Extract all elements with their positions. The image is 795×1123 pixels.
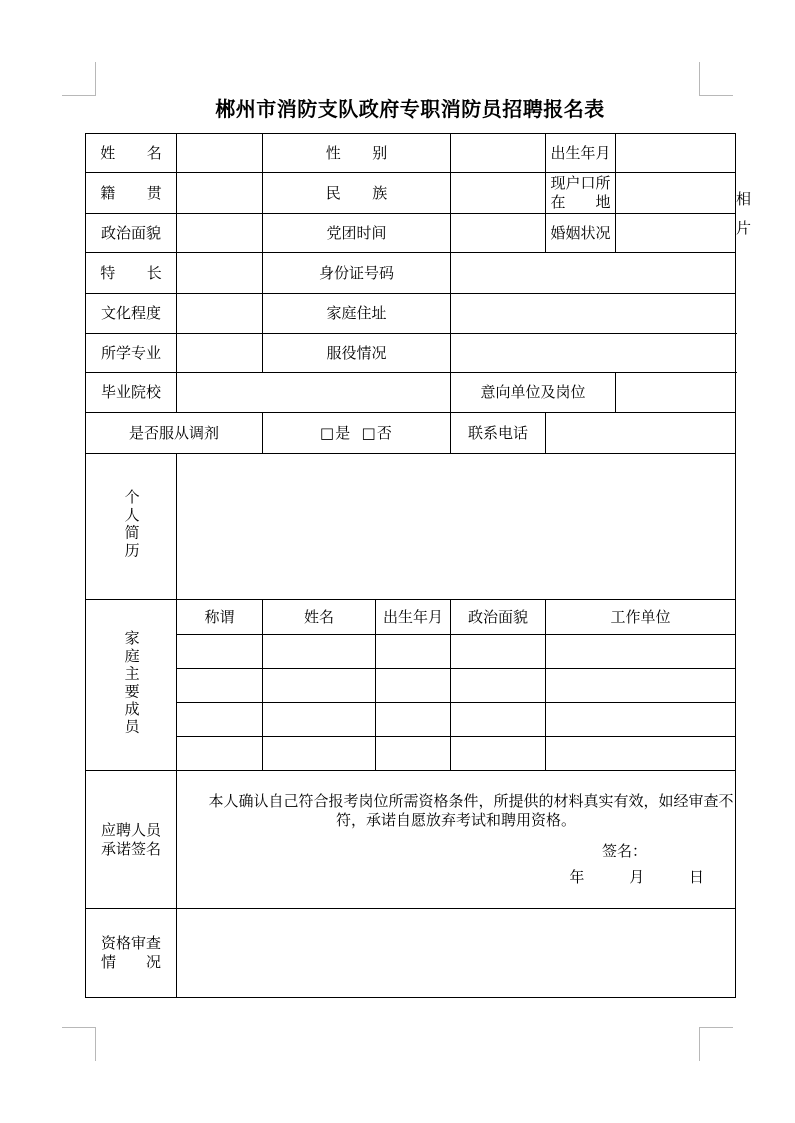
- label-contact-phone: 联系电话: [451, 413, 546, 454]
- label-speciality: 特 长: [86, 253, 177, 294]
- family-cell-workplace[interactable]: [546, 669, 736, 703]
- crop-mark-bottom-right: [693, 1021, 733, 1061]
- photo-label: [736, 185, 751, 242]
- date-month-label: 月: [629, 868, 648, 887]
- label-name: 姓 名: [86, 134, 177, 173]
- family-cell-political[interactable]: [451, 635, 546, 669]
- family-col-header-political: 政治面貌: [451, 600, 546, 635]
- field-military-service[interactable]: [451, 334, 736, 373]
- field-contact-phone[interactable]: [546, 413, 736, 454]
- field-party-join-date[interactable]: [451, 214, 546, 253]
- field-qualification-review[interactable]: [177, 909, 736, 998]
- table-row-transfer-consent: [86, 413, 736, 454]
- field-speciality[interactable]: [177, 253, 263, 294]
- family-cell-political[interactable]: [451, 703, 546, 737]
- field-name[interactable]: [177, 134, 263, 173]
- table-row-resume: [86, 454, 736, 600]
- family-cell-relation[interactable]: [177, 737, 263, 771]
- label-personal-resume: [86, 454, 177, 600]
- family-cell-name[interactable]: [263, 669, 376, 703]
- family-col-header-workplace: 工作单位: [546, 600, 736, 635]
- table-row-school: [86, 373, 736, 413]
- field-native-place[interactable]: [177, 173, 263, 214]
- field-residence[interactable]: [616, 173, 736, 214]
- checkbox-option-no[interactable]: □否: [361, 423, 394, 442]
- family-cell-name[interactable]: [263, 635, 376, 669]
- field-gender[interactable]: [451, 134, 546, 173]
- label-qualification-review: [86, 909, 177, 998]
- label-applicant-pledge-line-2: 承诺签名: [100, 839, 161, 858]
- family-cell-political[interactable]: [451, 737, 546, 771]
- signature-date-line[interactable]: [177, 868, 735, 887]
- field-graduate-school[interactable]: [177, 373, 451, 413]
- table-row: [86, 635, 736, 669]
- family-cell-political[interactable]: [451, 669, 546, 703]
- label-desired-position: 意向单位及岗位: [451, 373, 616, 413]
- label-major: 所学专业: [86, 334, 177, 373]
- family-cell-relation[interactable]: [177, 703, 263, 737]
- transfer-consent-options[interactable]: [263, 413, 451, 454]
- family-cell-birthdate[interactable]: [376, 737, 451, 771]
- field-political-status[interactable]: [177, 214, 263, 253]
- label-personal-resume-text: 个人简历: [122, 488, 141, 560]
- label-applicant-pledge: [86, 771, 177, 909]
- date-day-label: 日: [689, 868, 708, 887]
- family-cell-birthdate[interactable]: [376, 703, 451, 737]
- label-native-place: 籍 贯: [86, 173, 177, 214]
- field-marital-status[interactable]: [616, 214, 736, 253]
- family-cell-birthdate[interactable]: [376, 635, 451, 669]
- label-education-level: 文化程度: [86, 294, 177, 334]
- family-col-header-birthdate: 出生年月: [376, 600, 451, 635]
- field-education-level[interactable]: [177, 294, 263, 334]
- table-row-speciality: [86, 253, 736, 294]
- label-residence-line-1: 现户口所: [550, 174, 611, 193]
- field-personal-resume[interactable]: [177, 454, 736, 600]
- family-cell-birthdate[interactable]: [376, 669, 451, 703]
- family-cell-name[interactable]: [263, 703, 376, 737]
- field-home-address[interactable]: [451, 294, 736, 334]
- label-home-address: 家庭住址: [263, 294, 451, 334]
- table-row-major: [86, 334, 736, 373]
- table-row: [86, 703, 736, 737]
- label-qualification-review-line-2: 情 况: [100, 953, 169, 971]
- label-birthdate: 出生年月: [546, 134, 616, 173]
- label-military-service: 服役情况: [263, 334, 451, 373]
- field-birthdate[interactable]: [616, 134, 736, 173]
- label-id-number: 身份证号码: [263, 253, 451, 294]
- table-row-education: [86, 294, 736, 334]
- family-cell-name[interactable]: [263, 737, 376, 771]
- checkbox-option-yes[interactable]: □是: [319, 423, 352, 442]
- table-row-family-header: [86, 600, 736, 635]
- table-row-pledge: [86, 771, 736, 909]
- family-col-header-name: 姓名: [263, 600, 376, 635]
- registration-form-table: [85, 133, 752, 998]
- photo-label-char-1: 相: [736, 190, 752, 208]
- label-ethnicity: 民 族: [263, 173, 451, 214]
- label-marital-status: 婚姻状况: [546, 214, 616, 253]
- family-cell-workplace[interactable]: [546, 635, 736, 669]
- label-residence-line-2: 在 地: [550, 193, 611, 211]
- family-cell-workplace[interactable]: [546, 703, 736, 737]
- field-id-number[interactable]: [451, 253, 736, 294]
- form-page: [85, 0, 752, 998]
- table-row-origin: [86, 173, 736, 214]
- label-party-join-date: 党团时间: [263, 214, 451, 253]
- family-col-header-relation: 称谓: [177, 600, 263, 635]
- label-graduate-school: 毕业院校: [86, 373, 177, 413]
- family-cell-workplace[interactable]: [546, 737, 736, 771]
- label-applicant-pledge-line-1: 应聘人员: [100, 820, 161, 839]
- family-cell-relation[interactable]: [177, 635, 263, 669]
- table-row-qualification-review: [86, 909, 736, 998]
- pledge-text: 本人确认自己符合报考岗位所需资格条件，所提供的材料真实有效，如经审查不符，承诺自愿放弃考试和聘用资格。: [208, 792, 734, 829]
- table-row: [86, 669, 736, 703]
- date-year-label: 年: [569, 868, 588, 887]
- signature-label[interactable]: 签名：: [602, 841, 648, 860]
- field-major[interactable]: [177, 334, 263, 373]
- pledge-content[interactable]: [177, 771, 736, 909]
- label-gender: 性 别: [263, 134, 451, 173]
- table-row: [86, 737, 736, 771]
- label-family-members: [86, 600, 177, 771]
- label-family-members-text: 家庭主要成员: [122, 629, 141, 736]
- field-ethnicity[interactable]: [451, 173, 546, 214]
- table-row-political: [86, 214, 736, 253]
- page-title: 郴州市消防支队政府专职消防员招聘报名表: [215, 97, 605, 121]
- field-desired-position[interactable]: [616, 373, 736, 413]
- family-cell-relation[interactable]: [177, 669, 263, 703]
- photo-label-char-2: 片: [736, 218, 752, 237]
- label-qualification-review-line-1: 资格审查: [100, 934, 161, 953]
- label-residence: [546, 173, 616, 214]
- table-row-name: [86, 134, 736, 173]
- label-political-status: 政治面貌: [86, 214, 177, 253]
- crop-mark-bottom-left: [62, 1021, 102, 1061]
- label-accept-transfer: 是否服从调剂: [86, 413, 263, 454]
